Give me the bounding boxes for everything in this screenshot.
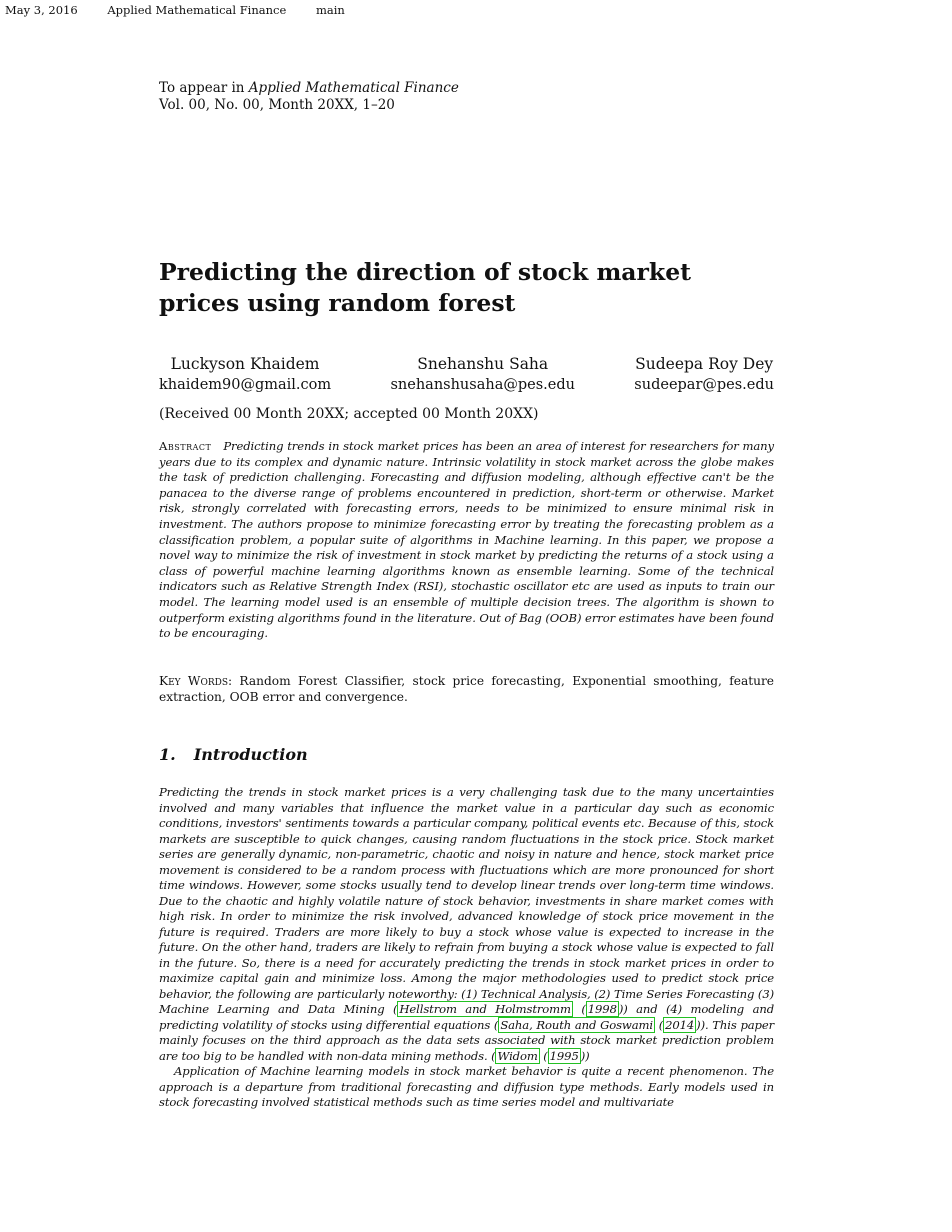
abstract	[159, 439, 774, 642]
section-heading	[159, 745, 308, 764]
running-header-date: May 3, 2016	[5, 3, 78, 17]
running-header-journal: Applied Mathematical Finance	[107, 3, 287, 17]
intro-text: (	[539, 1048, 548, 1063]
citation-year-link[interactable]: 1995	[549, 1048, 579, 1063]
abstract-label: Abstract	[159, 439, 212, 453]
author-list	[159, 354, 774, 396]
author-name: Sudeepa Roy Dey	[635, 355, 774, 373]
intro-text: ))	[580, 1048, 590, 1063]
journal-prefix: To appear in	[159, 80, 249, 96]
citation-link[interactable]: Saha, Routh and Goswami	[500, 1017, 653, 1032]
intro-paragraph-2: Application of Machine learning models in stock market behavior is quite a recent phenomenon. The approach is a departure from traditional forecasting and diffusion type methods. Early models used in stock forecasting involved statistical methods such as time series model and multivariate	[159, 1064, 774, 1109]
section-title: Introduction	[193, 745, 308, 764]
intro-text: )) and (4) modeling and predicting volatility of stocks using differential equations (	[159, 1002, 775, 1032]
author-3	[634, 354, 774, 396]
author-name: Snehanshu Saha	[417, 355, 549, 373]
intro-paragraph-1	[159, 785, 774, 1064]
intro-text: )). This paper mainly focuses on the third approach as the data sets associated with stock market prediction problem are too big to be handled with non-data mining methods. (	[159, 1017, 775, 1063]
intro-text: Predicting the trends in stock market prices is a very challenging task due to the many uncertainties involved and many variables that influence the market value in a particular day such as economic conditions, investors' sentiments towards a particular company, political events etc. Because of this, stock markets are susceptible to quick changes, causing random fluctuations in the stock price. Stock market series are generally dynamic, non-parametric, chaotic and noisy in nature and hence, stock market price movement is considered to be a random process with fluctuations which are more pronounced for short time windows. However, some stocks usually tend to develop linear trends over long-term time windows. Due to the chaotic and highly volatile nature of stock behavior, investments in share market comes with high risk. In order to minimize the risk involved, advanced knowledge of stock price movement in the future is required. Traders are more likely to buy a stock whose value is expected to increase in the future. On the other hand, traders are likely to refrain from buying a stock whose value is expected to fall in the future. So, there is a need for accurately predicting the trends in stock market prices in order to maximize capital gain and minimize loss. Among the major methodologies used to predict stock price behavior, the following are particularly noteworthy: (1) Technical Analysis, (2) Time Series Forecasting (3) Machine Learning and Data Mining (	[159, 785, 774, 1016]
abstract-text: Predicting trends in stock market prices has been an area of interest for researchers for many years due to its complex and dynamic nature. Intrinsic volatility in stock market across the globe makes the task of prediction challenging. Forecasting and diffusion modeling, although effective can't be the panacea to the diverse range of problems encountered in prediction, short-term or otherwise. Market risk, strongly correlated with forecasting errors, needs to be minimized to ensure minimal risk in investment. The authors propose to minimize forecasting error by treating the forecasting problem as a classification problem, a popular suite of algorithms in Machine learning. In this paper, we propose a novel way to minimize the risk of investment in stock market by predicting the returns of a stock using a class of powerful machine learning algorithms known as ensemble learning. Some of the technical indicators such as Relative Strength Index (RSI), stochastic oscillator etc are used as inputs to train our model. The learning model used is an ensemble of multiple decision trees. The algorithm is shown to outperform existing algorithms found in the literature. Out of Bag (OOB) error estimates have been found to be encouraging.	[159, 439, 774, 641]
author-email[interactable]: sudeepar@pes.edu	[634, 377, 774, 393]
author-1	[159, 354, 331, 396]
running-header-tag: main	[315, 3, 345, 17]
introduction-body	[159, 785, 774, 1111]
citation-link[interactable]: Widom	[497, 1048, 538, 1063]
intro-text: (	[572, 1002, 586, 1016]
running-header	[5, 3, 371, 17]
author-2	[390, 354, 575, 396]
keywords	[159, 673, 774, 705]
received-dates: (Received 00 Month 20XX; accepted 00 Month 20XX)	[159, 406, 539, 422]
journal-info	[159, 80, 459, 114]
author-name: Luckyson Khaidem	[170, 355, 320, 373]
journal-line	[159, 80, 459, 97]
author-email[interactable]: khaidem90@gmail.com	[159, 377, 332, 393]
journal-name: Applied Mathematical Finance	[248, 80, 459, 96]
citation-link[interactable]: Hellstrom and Holmstromm	[399, 1002, 571, 1016]
paper-title: Predicting the direction of stock market prices using random forest	[159, 258, 692, 317]
citation-year-link[interactable]: 2014	[665, 1017, 695, 1032]
intro-text: (	[654, 1017, 664, 1032]
volume-line: Vol. 00, No. 00, Month 20XX, 1–20	[159, 97, 395, 113]
author-email[interactable]: snehanshusaha@pes.edu	[390, 377, 575, 393]
keywords-text: Random Forest Classifier, stock price forecasting, Exponential smoothing, feature extraction, OOB error and convergence.	[159, 674, 775, 704]
citation-year-link[interactable]: 1998	[587, 1002, 617, 1016]
section-number: 1.	[159, 745, 176, 764]
keywords-label: Key Words:	[159, 674, 233, 688]
